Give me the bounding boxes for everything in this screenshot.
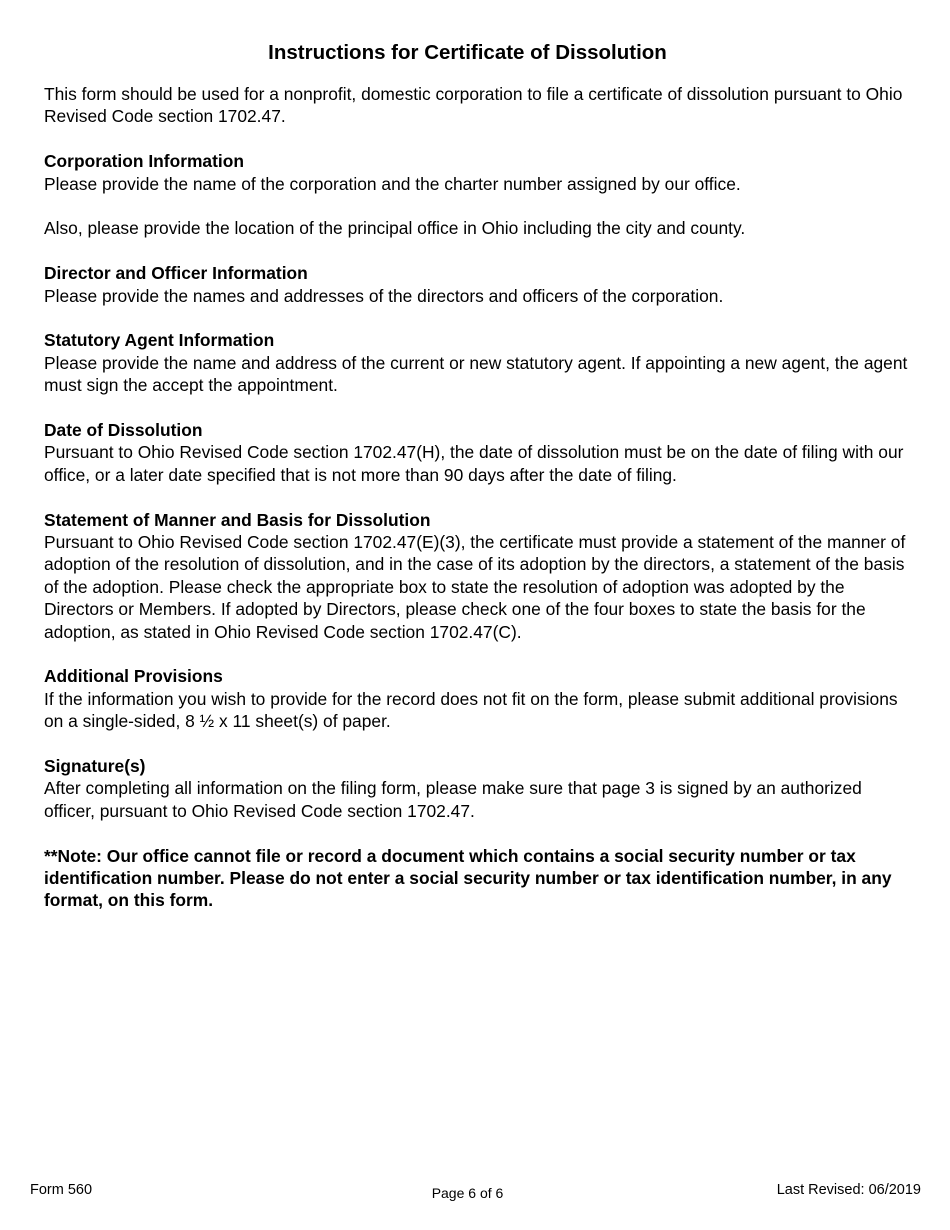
page-title: Instructions for Certificate of Dissolution <box>268 41 667 64</box>
section-heading: Signature(s) <box>44 756 146 777</box>
section-paragraph: After completing all information on the filing form, please make sure that page 3 is signed by an authorized officer, pursuant to Ohio Revised Code section 1702.47. <box>44 778 862 821</box>
section-paragraph: Pursuant to Ohio Revised Code section 1702.47(E)(3), the certificate must provide a statement of the manner of adoption of the resolution of dissolution, and in the case of its adoption by the directors, a statement of the basis of the adoption. Please check the appropriate box to state the resolution of adoption was adopted by the Directors or Members. If adopted by Directors, please check one of the four boxes to state the basis for the adoption, as stated in Ohio Revised Code section 1702.47(C). <box>44 532 906 642</box>
page-number: Page 6 of 6 <box>431 1185 504 1201</box>
section-paragraph: Please provide the name and address of the current or new statutory agent. If appointing a new agent, the agent must sign the accept the appointment. <box>44 352 908 396</box>
section-heading: Corporation Information <box>44 151 244 172</box>
section-heading: Director and Officer Information <box>44 263 308 284</box>
section-signatures <box>44 755 914 822</box>
section-additional-provisions <box>44 665 914 732</box>
section-heading: Additional Provisions <box>44 666 223 687</box>
section-heading: Date of Dissolution <box>44 420 203 441</box>
last-revised-date: Last Revised: 06/2019 <box>776 1182 921 1198</box>
section-paragraph: Pursuant to Ohio Revised Code section 1702.47(H), the date of dissolution must be on the date of filing with our office, or a later date specified that is not more than 90 days after the date of filing. <box>44 442 904 485</box>
section-paragraph: Please provide the name of the corporation and the charter number assigned by our office. <box>44 173 741 194</box>
section-corporation-information <box>44 150 914 240</box>
section-heading: Statutory Agent Information <box>44 330 275 351</box>
section-statutory-agent-information <box>44 329 914 396</box>
section-paragraph: If the information you wish to provide for the record does not fit on the form, please submit additional provisions on a single-sided, 8 ½ x 11 sheet(s) of paper. <box>44 688 898 732</box>
form-number: Form 560 <box>30 1182 93 1198</box>
section-manner-basis-dissolution <box>44 509 914 643</box>
ssn-warning-note: **Note: Our office cannot file or record a document which contains a social security number or tax identification number. Please do not enter a social security number or tax identification number, in any format, on this form. <box>44 845 892 911</box>
section-date-of-dissolution <box>44 419 914 486</box>
section-heading: Statement of Manner and Basis for Dissolution <box>44 509 431 530</box>
section-director-officer-information <box>44 262 914 307</box>
section-paragraph: Also, please provide the location of the principal office in Ohio including the city and county. <box>44 218 746 239</box>
section-paragraph: Please provide the names and addresses of the directors and officers of the corporation. <box>44 285 724 306</box>
instructions-body <box>44 83 914 912</box>
intro-paragraph: This form should be used for a nonprofit, domestic corporation to file a certificate of dissolution pursuant to Ohio Revised Code section 1702.47. <box>44 84 903 127</box>
